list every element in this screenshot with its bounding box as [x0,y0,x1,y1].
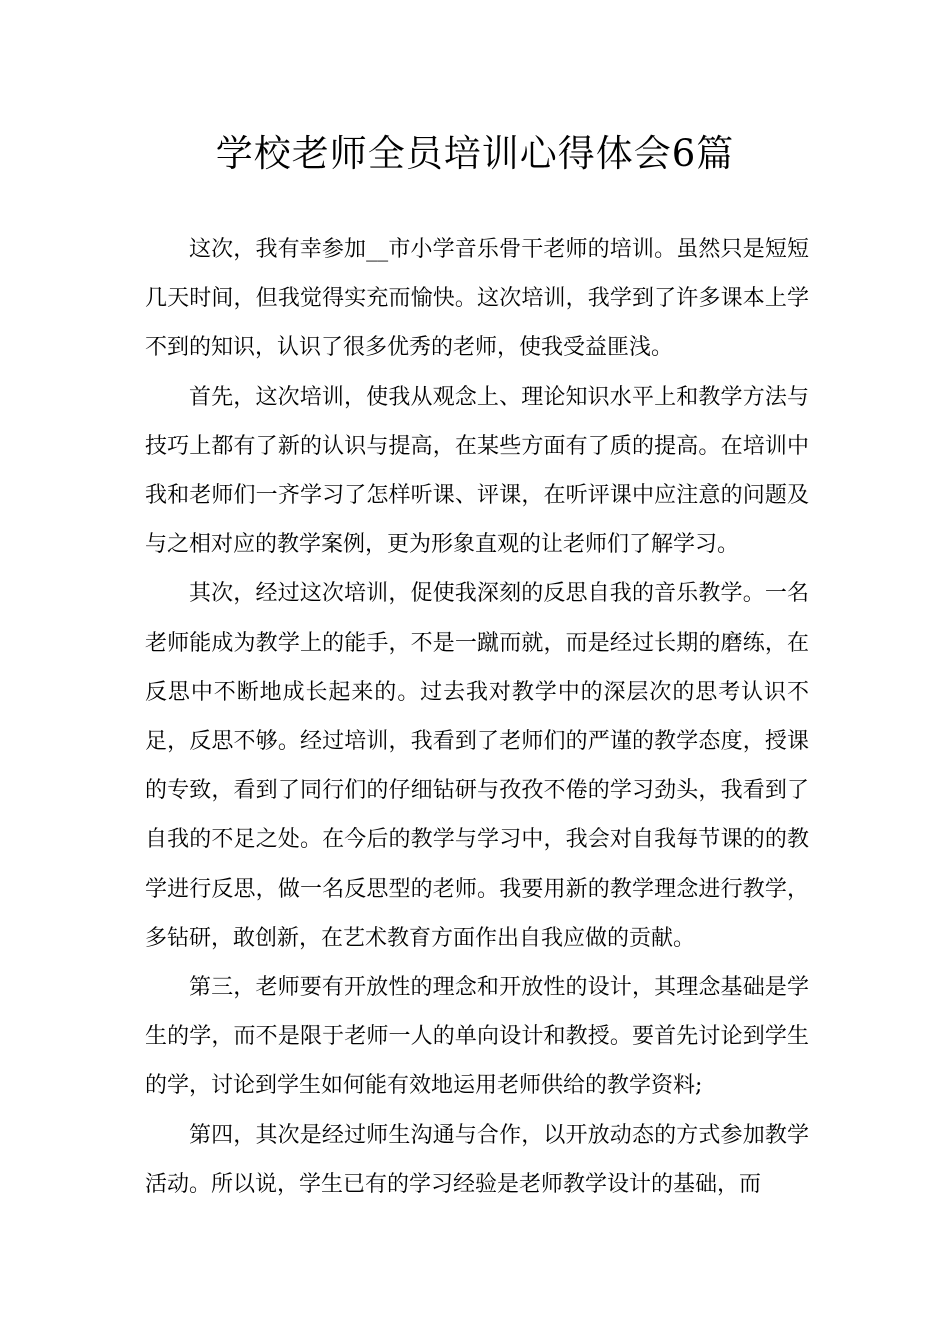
paragraph-4: 第三，老师要有开放性的理念和开放性的设计，其理念基础是学生的学，而不是限于老师一人的单向设计和教授。要首先讨论到学生的学，讨论到学生如何能有效地运用老师供给的教学资料; [145,975,809,1099]
paragraph-5: 第四，其次是经过师生沟通与合作，以开放动态的方式参加教学活动。所以说，学生已有的学习经验是老师教学设计的基础，而 [145,1122,809,1197]
document-body [145,225,809,1209]
paragraph-2: 首先，这次培训，使我从观念上、理论知识水平上和教学方法与技巧上都有了新的认识与提高，在某些方面有了质的提高。在培训中我和老师们一齐学习了怎样听课、评课，在听评课中应注意的问题及与之相对应的教学案例，更为形象直观的让老师们了解学习。 [145,384,809,558]
document-title: 学校老师全员培训心得体会6篇 [215,132,735,175]
paragraph-3: 其次，经过这次培训，促使我深刻的反思自我的音乐教学。一名老师能成为教学上的能手，不是一蹴而就，而是经过长期的磨练，在反思中不断地成长起来的。过去我对教学中的深层次的思考认识不足，反思不够。经过培训，我看到了老师们的严谨的教学态度，授课的专致，看到了同行们的仔细钻研与孜孜不倦的学习劲头，我看到了自我的不足之处。在今后的教学与学习中，我会对自我每节课的的教学进行反思，做一名反思型的老师。我要用新的教学理念进行教学，多钻研，敢创新，在艺术教育方面作出自我应做的贡献。 [145,581,809,951]
paragraph-1: 这次，我有幸参加__市小学音乐骨干老师的培训。虽然只是短短几天时间，但我觉得实充而愉快。这次培训，我学到了许多课本上学不到的知识，认识了很多优秀的老师，使我受益匪浅。 [145,237,809,361]
